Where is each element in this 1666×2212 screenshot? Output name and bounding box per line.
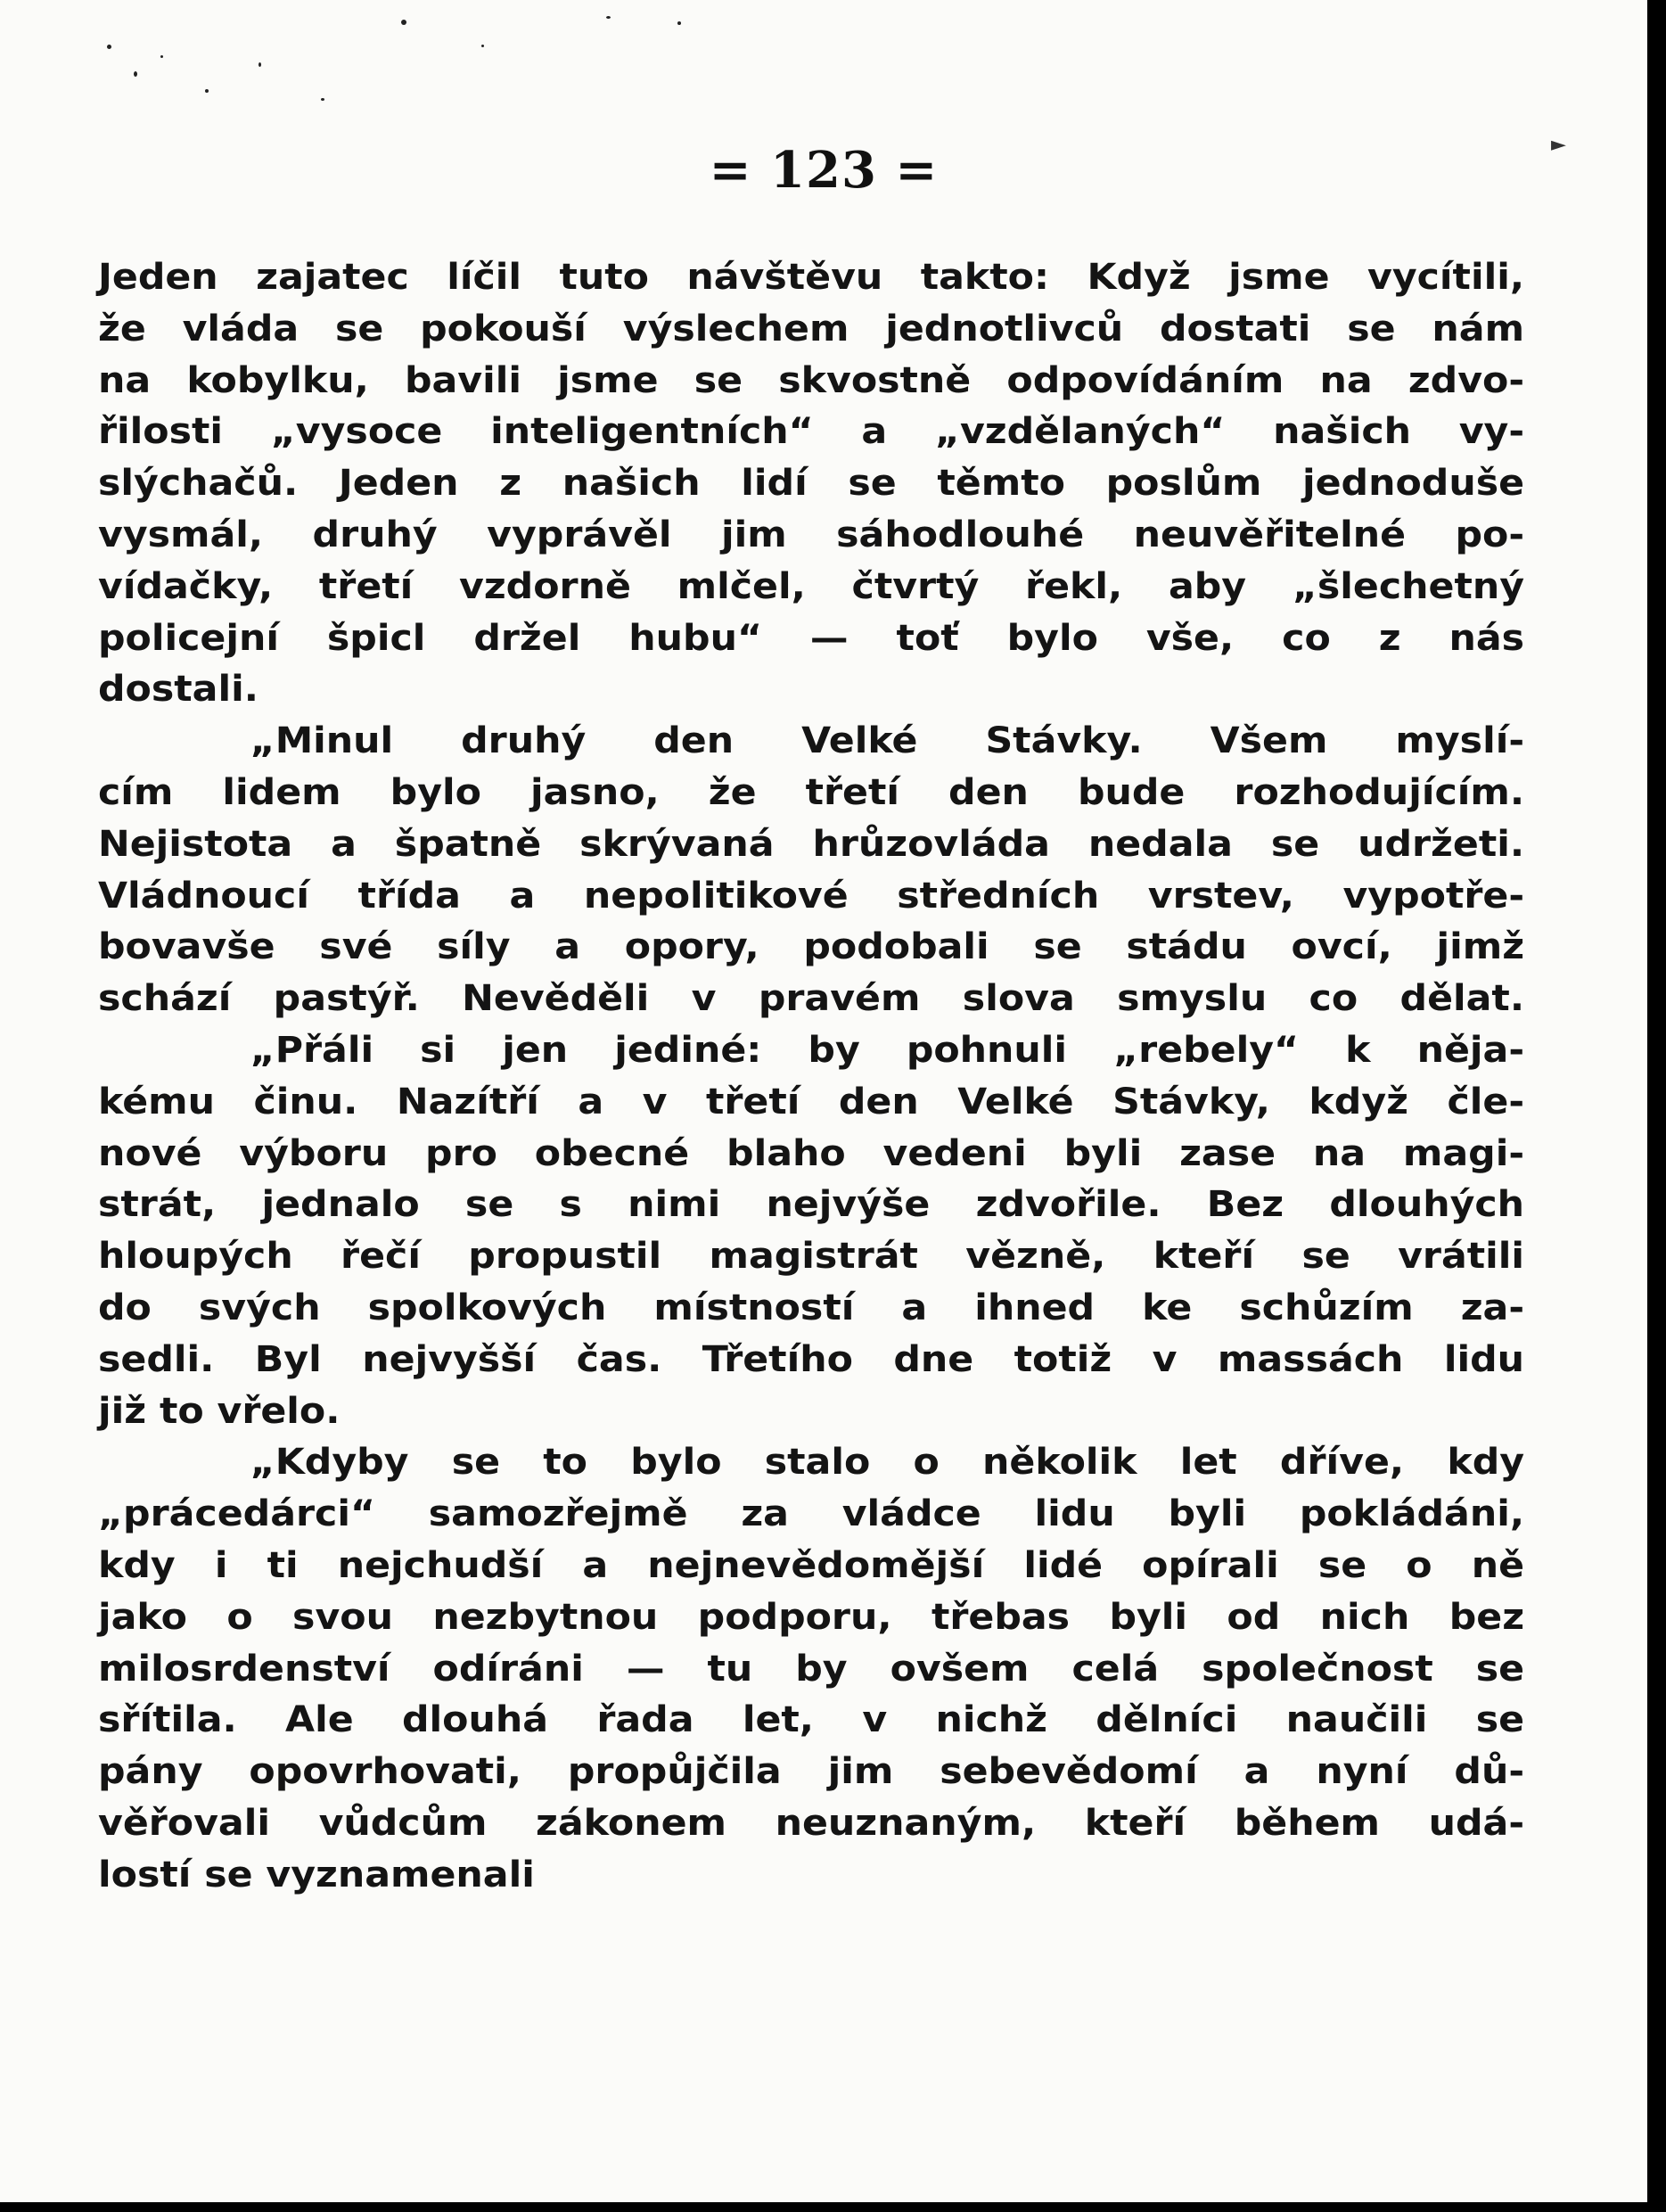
speck [321,98,324,101]
text-line: nové výboru pro obecné blaho vedeni byli zase na magi- [98,1132,1525,1174]
text-line: hloupých řečí propustil magistrát vězně, kteří se vrátili [98,1236,1525,1278]
speck [677,21,681,25]
text-line: kému činu. Nazítří a v třetí den Velké Stávky, když čle- [98,1081,1525,1122]
text-line: vídačky, třetí vzdorně mlčel, čtvrtý řekl, aby „šlechetný [98,565,1525,607]
text-line: policejní špicl držel hubu“ — toť bylo vše, co z nás [98,617,1525,659]
page-number: = 123 = [709,141,939,200]
text-line: pány opovrhovati, propůjčila jim sebevědomí a nyní dů- [98,1751,1525,1793]
speck [205,89,209,93]
text-line: „Kdyby se to bylo stalo o několik let dříve, kdy [250,1442,1525,1484]
speck [259,62,261,67]
speck [606,16,611,19]
speck [401,20,406,25]
margin-mark-icon: ► [1551,134,1566,156]
text-line: věřovali vůdcům zákonem neuznaným, kteří během udá- [98,1802,1525,1844]
text-line: strát, jednalo se s nimi nejvýše zdvořile. Bez dlouhých [98,1184,1525,1226]
text-line: do svých spolkových místností a ihned ke schůzím za- [98,1287,1525,1328]
text-line: dostali. [98,669,259,711]
text-line: Nejistota a špatně skrývaná hrůzovláda nedala se udržeti. [98,823,1525,865]
text-line: schází pastýř. Nevěděli v pravém slova smyslu co dělat. [98,978,1525,1020]
text-line: na kobylku, bavili jsme se skvostně odpovídáním na zdvo- [98,359,1525,401]
body-text [98,252,1524,1902]
text-line: sedli. Byl nejvyšší čas. Třetího dne totiž v massách lidu [98,1338,1525,1380]
text-line: že vláda se pokouší výslechem jednotlivců dostati se nám [98,308,1525,349]
speck [107,45,111,49]
text-line: jako o svou nezbytnou podporu, třebas byli od nich bez [98,1596,1525,1638]
print-specks [107,9,909,152]
text-line: slýchačů. Jeden z našich lidí se těmto poslům jednoduše [98,463,1525,505]
text-line: Jeden zajatec líčil tuto návštěvu takto: Když jsme vycítili, [98,257,1525,298]
speck [160,55,163,58]
text-line: Vládnoucí třída a nepolitikové středních vrstev, vypotře- [98,875,1525,917]
text-line: cím lidem bylo jasno, že třetí den bude rozhodujícím. [98,771,1525,813]
text-line: kdy i ti nejchudší a nejnevědomější lidé opírali se o ně [98,1544,1525,1586]
text-line: milosrdenství odíráni — tu by ovšem celá společnost se [98,1648,1525,1690]
scan-edge-bottom [0,2202,1666,2212]
text-line: „Přáli si jen jediné: by pohnuli „rebely“ k něja- [250,1029,1525,1071]
speck [481,45,484,47]
text-line: „prácedárci“ samozřejmě za vládce lidu byli pokládáni, [98,1493,1525,1535]
scan-edge-right [1647,0,1666,2212]
speck [134,71,137,77]
text-line: vysmál, druhý vyprávěl jim sáhodlouhé neuvěřitelné po- [98,514,1525,555]
text-line: bovavše své síly a opory, podobali se stádu ovcí, jimž [98,926,1525,968]
text-line: již to vřelo. [98,1390,341,1432]
text-line: „Minul druhý den Velké Stávky. Všem myslí- [250,720,1525,762]
text-line: sřítila. Ale dlouhá řada let, v nichž dělníci naučili se [98,1699,1525,1741]
text-line: řilosti „vysoce inteligentních“ a „vzdělaných“ našich vy- [98,411,1525,453]
text-line: lostí se vyznamenali [98,1854,535,1895]
